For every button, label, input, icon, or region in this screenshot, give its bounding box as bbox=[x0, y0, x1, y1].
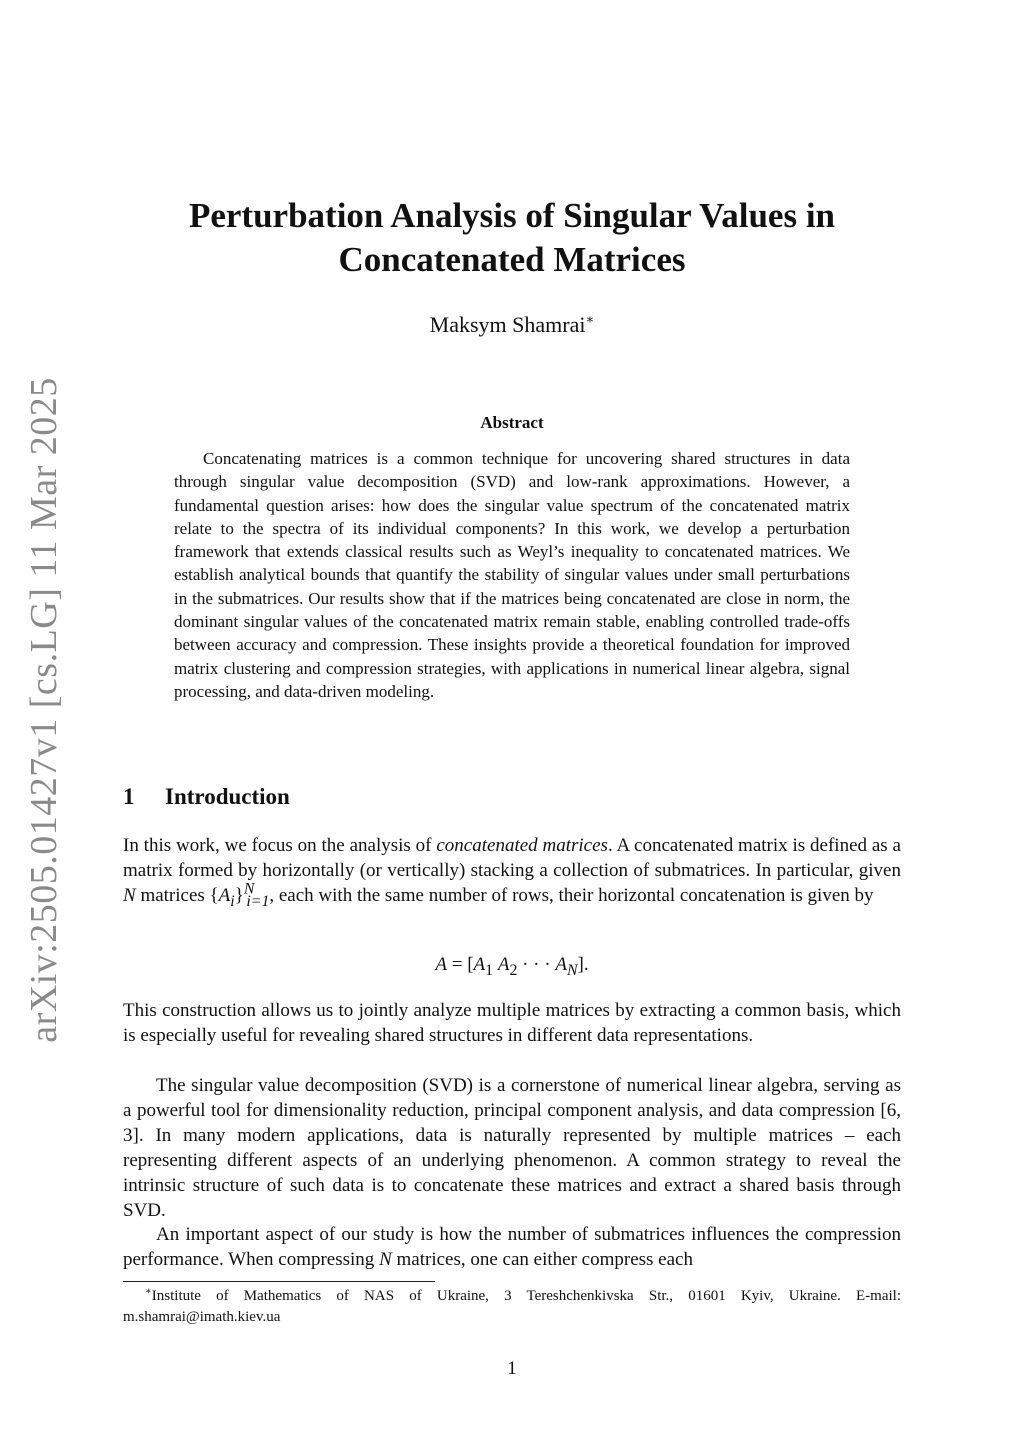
text-run: , each with the same number of rows, their horizontal concatenation is given by bbox=[269, 885, 874, 906]
text-run: An important aspect of our study is how the number of submatrices influences the compression performance. When compressing bbox=[123, 1224, 901, 1270]
math-subscript: i=1 bbox=[246, 892, 270, 910]
math-ellipsis: · · · bbox=[522, 954, 551, 975]
author-line bbox=[100, 310, 924, 340]
text-run: . A concatenated matrix is defined as a matrix formed by horizontally (or vertically) stacking a collection of submatrices. In particular, given bbox=[123, 835, 901, 881]
abstract-heading: Abstract bbox=[480, 413, 544, 432]
intro-paragraph-3: The singular value decomposition (SVD) is a cornerstone of numerical linear algebra, serving as a powerful tool for dimensionality reduction, principal component analysis, and data compression [6, 3]. In many modern applications, data is naturally represented by multiple matrices – each representing different aspects of an underlying phenomenon. A common strategy to reveal the intrinsic structure of such data is to concatenate these matrices and extract a shared basis through SVD. bbox=[123, 1075, 901, 1221]
math-operator: = [ bbox=[447, 954, 474, 975]
math-subscript: i bbox=[230, 892, 235, 910]
abstract-text: Concatenating matrices is a common technique for uncovering shared structures in data through singular value decomposition (SVD) and low-rank approximations. However, a fundamental question arises: how does the singular value spectrum of the concatenated matrix relate to the spectra of its individual components? In this work, we develop a perturbation framework that extends classical results such as Weyl’s inequality to concatenated matrices. We establish analytical bounds that quantify the stability of singular values under small perturbations in the submatrices. Our results show that if the matrices being concatenated are close in norm, the dominant singular values of the concatenated matrix remain stable, enabling controlled trade-offs between accuracy and compression. These insights provide a theoretical foundation for improved matrix clustering and compression strategies, with applications in numerical linear algebra, signal processing, and data-driven modeling. bbox=[174, 449, 850, 701]
math-variable: N bbox=[123, 885, 136, 906]
intro-paragraph-2: This construction allows us to jointly analyze multiple matrices by extracting a common basis, which is especially useful for revealing shared structures in different data representations. bbox=[123, 1000, 901, 1046]
math-subscript: N bbox=[566, 961, 578, 979]
arxiv-identifier-stamp: arXiv:2505.01427v1 [cs.LG] 11 Mar 2025 bbox=[23, 377, 65, 1043]
display-equation bbox=[123, 952, 901, 978]
math-variable: A bbox=[435, 954, 447, 975]
math-variable: A bbox=[218, 885, 231, 906]
section-heading-introduction bbox=[123, 782, 290, 812]
footnote-marker: ∗ bbox=[145, 1286, 152, 1297]
author-name: Maksym Shamrai bbox=[429, 312, 586, 337]
math-superscript: N bbox=[243, 880, 255, 898]
text-run: } bbox=[234, 885, 244, 906]
math-variable: A bbox=[473, 954, 486, 975]
emphasized-term: concatenated matrices bbox=[436, 835, 608, 856]
footnote-divider bbox=[123, 1281, 435, 1282]
text-run: matrices, one can either compress each bbox=[391, 1249, 693, 1270]
page-number: 1 bbox=[507, 1358, 517, 1379]
math-subscript: 2 bbox=[509, 961, 518, 979]
footnote-affiliation bbox=[123, 1286, 901, 1328]
math-variable: N bbox=[379, 1249, 392, 1270]
text-run: In this work, we focus on the analysis of bbox=[123, 835, 437, 856]
section-number: 1 bbox=[123, 784, 135, 809]
math-variable: A bbox=[555, 954, 567, 975]
intro-paragraph-4 bbox=[123, 1222, 901, 1272]
intro-paragraph-1 bbox=[123, 833, 901, 908]
author-footnote-marker: ∗ bbox=[585, 311, 595, 327]
math-operator: ]. bbox=[577, 954, 589, 975]
math-variable: A bbox=[497, 954, 510, 975]
paper-title: Perturbation Analysis of Singular Values in Concatenated Matrices bbox=[188, 196, 836, 279]
section-title: Introduction bbox=[165, 784, 290, 809]
math-subscript: 1 bbox=[485, 961, 494, 979]
text-run: matrices { bbox=[135, 885, 219, 906]
footnote-text: Institute of Mathematics of NAS of Ukraine, 3 Tereshchenkivska Str., 01601 Kyiv, Ukraine. E-mail: m.shamrai@imath.kiev.ua bbox=[123, 1288, 901, 1325]
